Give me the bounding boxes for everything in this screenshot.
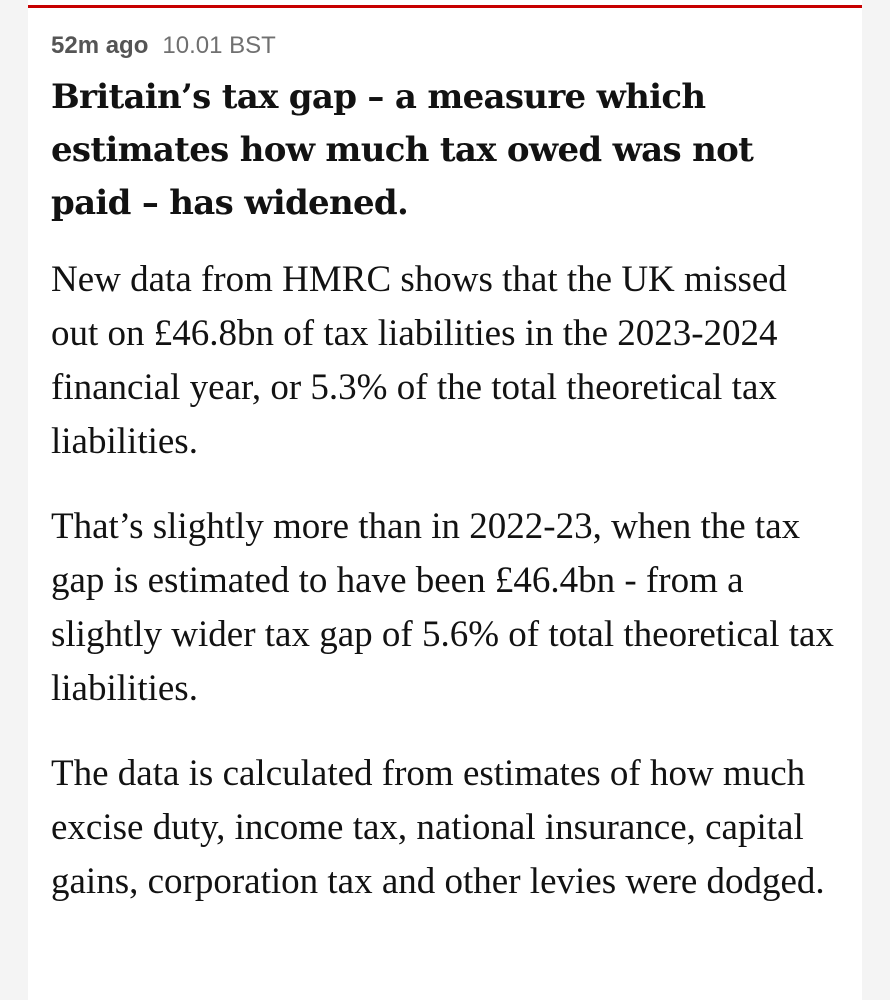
clock-time-label: 10.01 BST [162, 32, 276, 59]
entry-headline: Britain’s tax gap – a measure which estimates how much tax owed was not paid – has widened. [51, 77, 754, 223]
entry-top-rule [28, 5, 862, 8]
body-paragraph: The data is calculated from estimates of how much excise duty, income tax, national insurance, capital gains, corporation tax and other levies were dodged. [51, 753, 825, 902]
entry-timestamp [51, 31, 276, 61]
time-ago-label[interactable]: 52m ago [51, 32, 149, 59]
entry-body [51, 253, 836, 940]
body-paragraph: New data from HMRC shows that the UK missed out on £46.8bn of tax liabilities in the 2023-2024 financial year, or 5.3% of the total theoretical tax liabilities. [51, 259, 787, 462]
body-paragraph: That’s slightly more than in 2022-23, when the tax gap is estimated to have been £46.4bn - from a slightly wider tax gap of 5.6% of total theoretical tax liabilities. [51, 506, 834, 709]
